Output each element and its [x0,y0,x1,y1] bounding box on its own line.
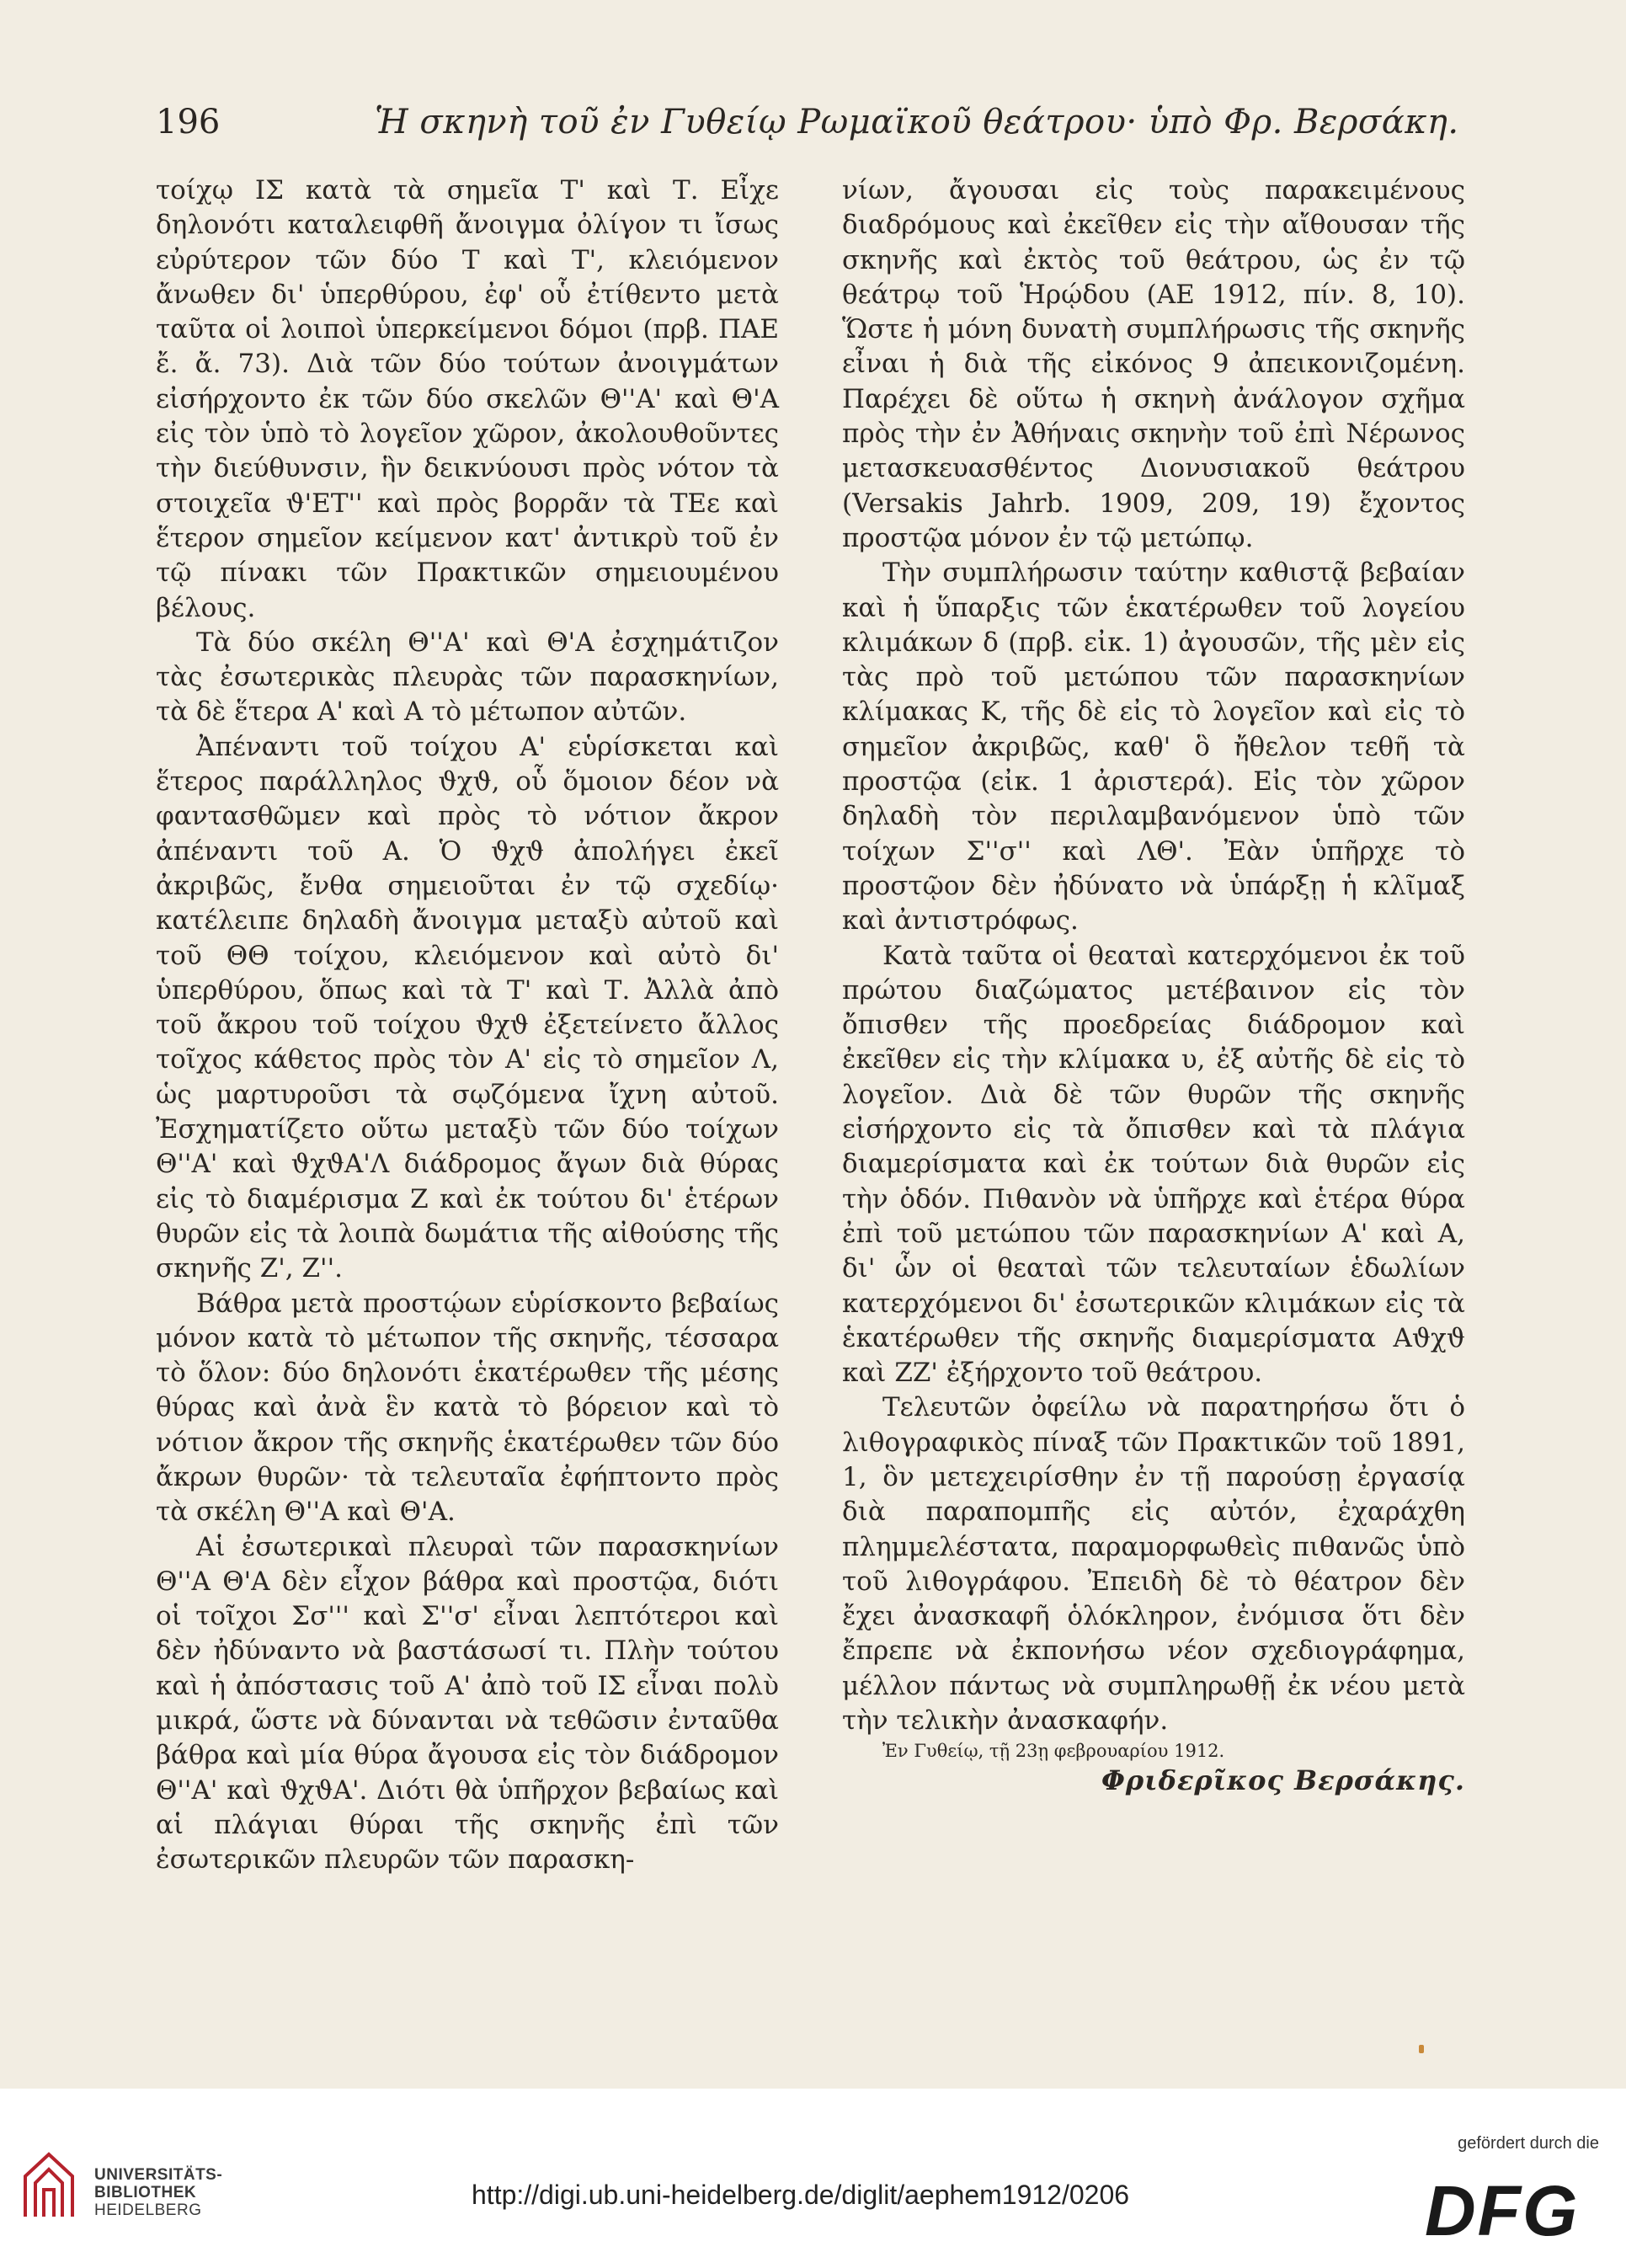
paragraph: Τὰ δύο σκέλη Θ''Α' καὶ Θ'Α ἐσχημάτιζον τὰς ἐσωτερικὰς πλευρὰς τῶν παρασκηνίων, τὰ δὲ ἕτερα Α' καὶ Α τὸ μέτωπον αὐτῶν. [156,627,779,728]
right-column [842,173,1465,1797]
dfg-logo: DFG [1425,2171,1580,2250]
dateline: Ἐν Γυθείῳ, τῇ 23ῃ φεβρουαρίου 1912. [882,1741,1225,1762]
funded-by-label: gefördert durch die [1458,2134,1599,2153]
author-signature: Φριδερῖκος Βερσάκης. [1101,1764,1465,1797]
paragraph: Αἱ ἐσωτερικαὶ πλευραὶ τῶν παρασκηνίων Θ''Α Θ'Α δὲν εἶχον βάθρα καὶ προστῷα, διότι οἱ τοῖχοι Σσ''' καὶ Σ''σ' εἶναι λεπτότεροι καὶ δὲν ἠδύναντο νὰ βαστάσωσί τι. Πλὴν τούτου καὶ ἡ ἀπόστασις τοῦ Α' ἀπὸ τοῦ ΙΣ εἶναι πολὺ μικρά, ὥστε νὰ δύνανται νὰ τεθῶσιν ἐνταῦθα βάθρα καὶ μία θύρα ἄγουσα εἰς τὸν διάδρομον Θ''Α' καὶ ϑχϑΑ'. Διότι θὰ ὑπῆρχον βεβαίως καὶ αἱ πλάγιαι θύραι τῆς σκηνῆς ἐπὶ τῶν ἐσωτερικῶν πλευρῶν τῶν παρασκη- [156,1531,779,1876]
paragraph: Τελευτῶν ὀφείλω νὰ παρατηρήσω ὅτι ὁ λιθογραφικὸς πίναξ τῶν Πρακτικῶν τοῦ 1891, 1, ὃν μετεχειρίσθην ἐν τῇ παρούσῃ ἐργασίᾳ διὰ παραπομπῆς εἰς αὐτόν, ἐχαράχθη πλημμελέστατα, παραμορφωθεὶς πιθανῶς ὑπὸ τοῦ λιθογράφου. Ἐπειδὴ δὲ τὸ θέατρον δὲν ἔχει ἀνασκαφῆ ὁλόκληρον, ἐνόμισα ὅτι δὲν ἔπρεπε νὰ ἐκπονήσω νέον σχεδιογράφημα, μέλλον πάντως νὰ συμπληρωθῇ ἐκ νέου μετὰ τὴν τελικὴν ἀνασκαφήν. [842,1392,1465,1737]
left-column [156,173,779,1878]
paragraph: νίων, ἄγουσαι εἰς τοὺς παρακειμένους διαδρόμους καὶ ἐκεῖθεν εἰς τὴν αἴθουσαν τῆς σκηνῆς καὶ ἐκτὸς τοῦ θεάτρου, ὡς ἐν τῷ θεάτρῳ τοῦ Ἡρῴδου (ΑΕ 1912, πίν. 8, 10). Ὥστε ἡ μόνη δυνατὴ συμπλήρωσις τῆς σκηνῆς εἶναι ἡ διὰ τῆς εἰκόνος 9 ἀπεικονιζομένη. Παρέχει δὲ οὕτω ἡ σκηνὴ ἀνάλογον σχῆμα πρὸς τὴν ἐν Ἀθήναις σκηνὴν τοῦ ἐπὶ Νέρωνος μετασκευασθέντος Διονυσιακοῦ θεάτρου (Versakis Jahrb. 1909, 209, 19) ἔχοντος προστῷα μόνον ἐν τῷ μετώπῳ. [842,175,1465,553]
library-logo-icon [19,2146,79,2220]
paragraph: Κατὰ ταῦτα οἱ θεαταὶ κατερχόμενοι ἐκ τοῦ πρώτου διαζώματος μετέβαινον εἰς τὸν ὄπισθεν τῆς προεδρείας διάδρομον καὶ ἐκεῖθεν εἰς τὴν κλίμακα υ, ἐξ αὐτῆς δὲ εἰς τὸ λογεῖον. Διὰ δὲ τῶν θυρῶν τῆς σκηνῆς εἰσήρχοντο εἰς τὰ ὄπισθεν καὶ τὰ πλάγια διαμερίσματα καὶ ἐκ τούτων διὰ θυρῶν εἰς τὴν ὁδόν. Πιθανὸν νὰ ὑπῆρχε καὶ ἑτέρα θύρα ἐπὶ τοῦ μετώπου τῶν παρασκηνίων Α' καὶ Α, δι' ὧν οἱ θεαταὶ τῶν τελευταίων ἑδωλίων κατερχόμενοι δι' ἐσωτερικῶν κλιμάκων εἰς τὰ ἑκατέρωθεν τῆς σκηνῆς διαμερίσματα Αϑχϑ καὶ ΖΖ' ἐξήρχοντο τοῦ θεάτρου. [842,940,1465,1389]
library-name-line: HEIDELBERG [94,2201,202,2219]
paragraph: Ἀπέναντι τοῦ τοίχου Α' εὑρίσκεται καὶ ἕτερος παράλληλος ϑχϑ, οὗ ὅμοιον δέον νὰ φαντασθῶμεν καὶ πρὸς τὸ νότιον ἄκρον ἀπέναντι τοῦ Α. Ὁ ϑχϑ ἀπολήγει ἐκεῖ ἀκριβῶς, ἔνθα σημειοῦται ἐν τῷ σχεδίῳ· κατέλειπε δηλαδὴ ἄνοιγμα μεταξὺ αὐτοῦ καὶ τοῦ ΘΘ τοίχου, κλειόμενον καὶ αὐτὸ δι' ὑπερθύρου, ὅπως καὶ τὰ Τ' καὶ Τ. Ἀλλὰ ἀπὸ τοῦ ἄκρου τοῦ τοίχου ϑχϑ ἐξετείνετο ἄλλος τοῖχος κάθετος πρὸς τὸν Α' εἰς τὸ σημεῖον Λ, ὡς μαρτυροῦσι τὰ σῳζόμενα ἴχνη αὐτοῦ. Ἐσχηματίζετο οὕτω μεταξὺ τῶν δύο τοίχων Θ''Α' καὶ ϑχϑΑ'Λ διάδρομος ἄγων διὰ θύρας εἰς τὸ διαμέρισμα Ζ καὶ ἐκ τούτου δι' ἑτέρων θυρῶν εἰς τὰ λοιπὰ δωμάτια τῆς αἰθούσης τῆς σκηνῆς Ζ', Ζ''. [156,731,779,1284]
permalink[interactable]: http://digi.ub.uni-heidelberg.de/diglit/aephem1912/0206 [472,2180,1130,2210]
running-title: Ἡ σκηνὴ τοῦ ἐν Γυθείῳ Ρωμαϊκοῦ θεάτρου· ὑπὸ Φρ. Βερσάκη. [375,103,1459,141]
library-name-line: UNIVERSITÄTS- [94,2166,223,2184]
library-name [94,2166,222,2219]
paragraph: Τὴν συμπλήρωσιν ταύτην καθιστᾷ βεβαίαν καὶ ἡ ὕπαρξις τῶν ἑκατέρωθεν τοῦ λογείου κλιμάκων δ (πρβ. εἰκ. 1) ἀγουσῶν, τῆς μὲν εἰς τὰς πρὸ τοῦ μετώπου τῶν παρασκηνίων κλίμακας Κ, τῆς δὲ εἰς τὸ λογεῖον καὶ εἰς τὸ σημεῖον ἀκριβῶς, καθ' ὃ ἤθελον τεθῆ τὰ προστῷα (εἰκ. 1 ἀριστερά). Εἰς τὸν χῶρον δηλαδὴ τὸν περιλαμβανόμενον ὑπὸ τῶν τοίχων Σ''σ'' καὶ ΛΘ'. Ἐὰν ὑπῆρχε τὸ προστῷον δὲν ἠδύνατο νὰ ὑπάρξῃ ἡ κλῖμαξ καὶ ἀντιστρόφως. [842,558,1465,937]
page-number: 196 [156,103,221,141]
scan-speck [1419,2045,1424,2053]
viewer-footer [0,2089,1626,2268]
paragraph: Βάθρα μετὰ προστῴων εὑρίσκοντο βεβαίως μόνον κατὰ τὸ μέτωπον τῆς σκηνῆς, τέσσαρα τὸ ὅλον: δύο δηλονότι ἑκατέρωθεν τῆς μέσης θύρας καὶ ἀνὰ ἓν κατὰ τὸ βόρειον καὶ τὸ νότιον ἄκρον τῆς σκηνῆς ἑκατέρωθεν τῶν δύο ἄκρων θυρῶν· τὰ τελευταῖα ἐφήπτοντο πρὸς τὰ σκέλη Θ''Α καὶ Θ'Α. [156,1288,779,1528]
library-name-line: BIBLIOTHEK [94,2184,197,2201]
paragraph: τοίχῳ ΙΣ κατὰ τὰ σημεῖα Τ' καὶ Τ. Εἶχε δηλονότι καταλειφθῆ ἄνοιγμα ὀλίγον τι ἴσως εὐρύτερον τῶν δύο Τ καὶ Τ', κλειόμενον ἄνωθεν δι' ὑπερθύρου, ἐφ' οὗ ἐτίθεντο μετὰ ταῦτα οἱ λοιποὶ ὑπερκείμενοι δόμοι (πρβ. ΠΑΕ ἔ. ἄ. 73). Διὰ τῶν δύο τούτων ἀνοιγμάτων εἰσήρχοντο ἐκ τῶν δύο σκελῶν Θ''Α' καὶ Θ'Α εἰς τὸν ὑπὸ τὸ λογεῖον χῶρον, ἀκολουθοῦντες τὴν διεύθυνσιν, ἣν δεικνύουσι πρὸς νότον τὰ στοιχεῖα ϑ'ΕΤ'' καὶ πρὸς βορρᾶν τὰ ΤΕε καὶ ἕτερον σημεῖον κείμενον κατ' ἀντικρὺ τοῦ ἐν τῷ πίνακι τῶν Πρακτικῶν σημειουμένου βέλους. [156,175,779,623]
